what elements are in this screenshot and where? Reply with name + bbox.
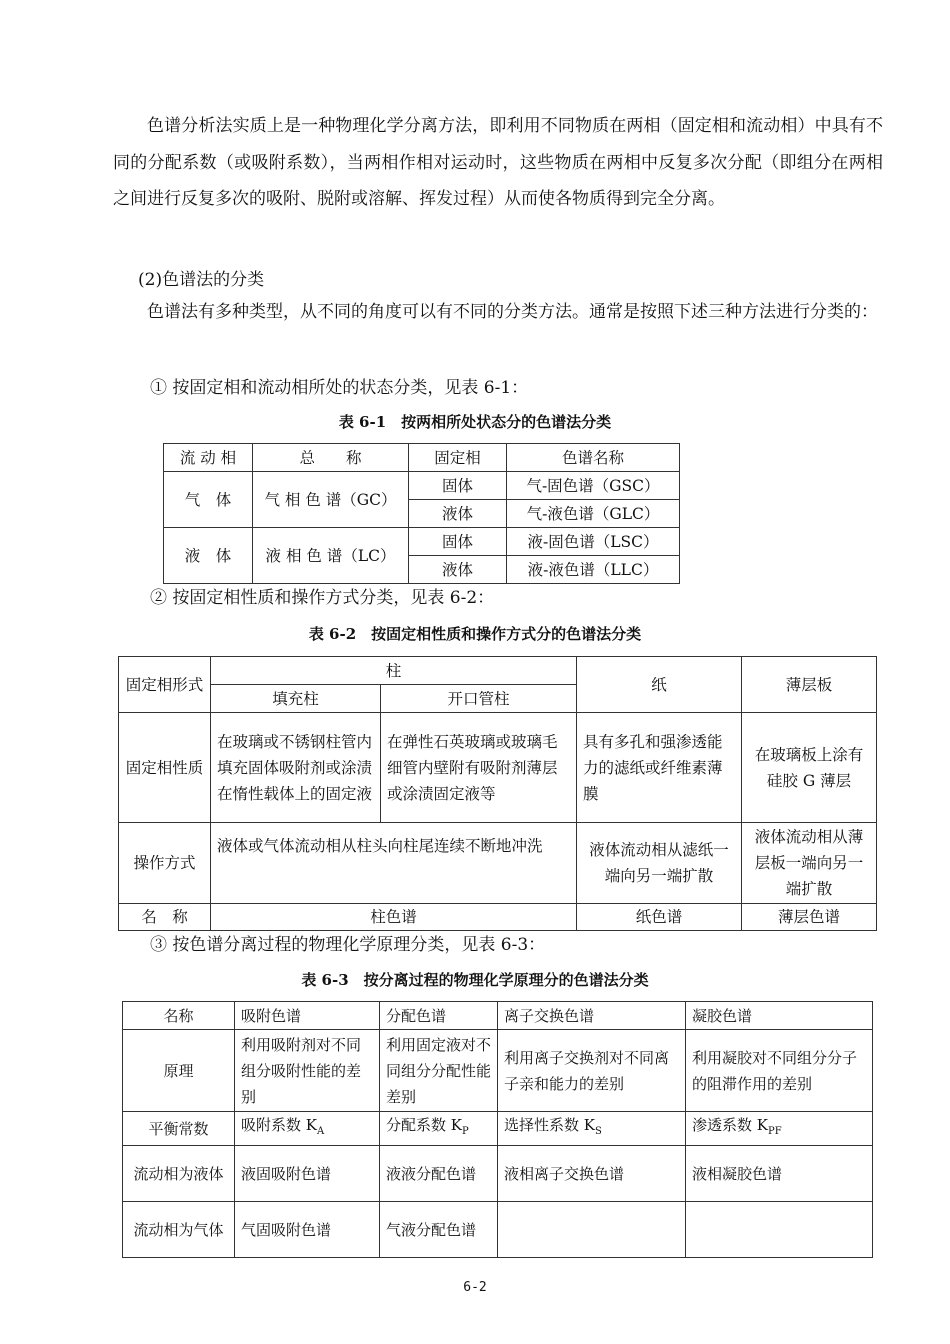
t3-principle-label: 原理 [123, 1030, 235, 1112]
t1-header-general: 总 称 [253, 444, 409, 472]
table3 [122, 1001, 873, 1258]
t3-liquid-label: 流动相为液体 [123, 1146, 235, 1202]
t3-header: 吸附色谱 [235, 1002, 380, 1030]
t3-liquid-cell: 液相凝胶色谱 [686, 1146, 873, 1202]
t2-operation-label: 操作方式 [119, 823, 211, 904]
t3-principle-cell: 利用吸附剂对不同组分吸附性能的差别 [235, 1030, 380, 1112]
t2-header-tlc: 薄层板 [742, 657, 877, 713]
t2-header-packed: 填充柱 [211, 685, 381, 713]
t3-header: 离子交换色谱 [498, 1002, 686, 1030]
t1-stationary: 固体 [409, 528, 507, 556]
t2-header-open: 开口管柱 [381, 685, 577, 713]
t1-stationary: 液体 [409, 556, 507, 584]
t2-property-open: 在弹性石英玻璃或玻璃毛细管内壁附有吸附剂薄层或涂渍固定液等 [381, 713, 577, 823]
intro-paragraph: 色谱分析法实质上是一种物理化学分离方法，即利用不同物质在两相（固定相和流动相）中具有不同的分配系数（或吸附系数），当两相作相对运动时，这些物质在两相中反复多次分配（即组分在两相之间进行反复多次的吸附、脱附或溶解、挥发过程）从而使各物质得到完全分离。 [113, 116, 883, 209]
t2-name-tlc: 薄层色谱 [742, 904, 877, 931]
t3-equilibrium-label: 平衡常数 [123, 1112, 235, 1146]
t3-principle-cell: 利用凝胶对不同组分分子的阻滞作用的差别 [686, 1030, 873, 1112]
table3-caption: 表 6-3 按分离过程的物理化学原理分的色谱法分类 [301, 971, 649, 989]
page-number: 6-2 [463, 1280, 487, 1295]
t2-operation-column: 液体或气体流动相从柱头向柱尾连续不断地冲洗 [211, 823, 577, 904]
t1-mobile-liquid: 液 体 [164, 528, 253, 584]
t3-gas-cell [498, 1202, 686, 1258]
t3-gas-cell: 气液分配色谱 [380, 1202, 498, 1258]
t2-header-paper: 纸 [577, 657, 742, 713]
t3-equilibrium-cell: 吸附系数 $K_A$ [235, 1112, 380, 1146]
t3-header: 名称 [123, 1002, 235, 1030]
t3-equilibrium-cell: 渗透系数 $K_{PF}$ [686, 1112, 873, 1146]
item3-text: ③ 按色谱分离过程的物理化学原理分类，见表 6-3： [150, 935, 546, 955]
t1-chrom-name: 气-液色谱（GLC） [507, 500, 680, 528]
t1-stationary: 液体 [409, 500, 507, 528]
t3-gas-cell: 气固吸附色谱 [235, 1202, 380, 1258]
t2-operation-tlc: 液体流动相从薄层板一端向另一端扩散 [742, 823, 877, 904]
t2-property-tlc: 在玻璃板上涂有硅胶 G 薄层 [742, 713, 877, 823]
table2 [118, 656, 877, 931]
t3-liquid-cell: 液固吸附色谱 [235, 1146, 380, 1202]
t2-header-form: 固定相形式 [119, 657, 211, 713]
classification-paragraph: 色谱法有多种类型，从不同的角度可以有不同的分类方法。通常是按照下述三种方法进行分类的： [147, 302, 878, 322]
t3-equilibrium-cell: 分配系数 $K_P$ [380, 1112, 498, 1146]
t3-header: 分配色谱 [380, 1002, 498, 1030]
t3-liquid-cell: 液相离子交换色谱 [498, 1146, 686, 1202]
t3-principle-cell: 利用固定液对不同组分分配性能差别 [380, 1030, 498, 1112]
t2-operation-paper: 液体流动相从滤纸一端向另一端扩散 [577, 823, 742, 904]
t2-name-label: 名 称 [119, 904, 211, 931]
t3-header: 凝胶色谱 [686, 1002, 873, 1030]
t3-equilibrium-cell: 选择性系数 $K_S$ [498, 1112, 686, 1146]
t1-chrom-name: 液-固色谱（LSC） [507, 528, 680, 556]
item2-text: ② 按固定相性质和操作方式分类，见表 6-2： [150, 588, 495, 608]
t1-general-lc: 液 相 色 谱（LC） [253, 528, 409, 584]
t2-name-paper: 纸色谱 [577, 904, 742, 931]
table1-caption: 表 6-1 按两相所处状态分的色谱法分类 [338, 413, 612, 431]
t1-header-stationary: 固定相 [409, 444, 507, 472]
t1-general-gc: 气 相 色 谱（GC） [253, 472, 409, 528]
t1-stationary: 固体 [409, 472, 507, 500]
t3-gas-cell [686, 1202, 873, 1258]
t1-mobile-gas: 气 体 [164, 472, 253, 528]
t2-property-paper: 具有多孔和强渗透能力的滤纸或纤维素薄膜 [577, 713, 742, 823]
t2-header-column: 柱 [211, 657, 577, 685]
t1-chrom-name: 气-固色谱（GSC） [507, 472, 680, 500]
section-heading: (2)色谱法的分类 [138, 270, 265, 290]
t2-name-column: 柱色谱 [211, 904, 577, 931]
t2-property-label: 固定相性质 [119, 713, 211, 823]
t1-header-name: 色谱名称 [507, 444, 680, 472]
table2-caption: 表 6-2 按固定相性质和操作方式分的色谱法分类 [308, 625, 642, 643]
t3-liquid-cell: 液液分配色谱 [380, 1146, 498, 1202]
t1-chrom-name: 液-液色谱（LLC） [507, 556, 680, 584]
table1 [163, 443, 680, 584]
t2-property-packed: 在玻璃或不锈钢柱管内填充固体吸附剂或涂渍在惰性载体上的固定液 [211, 713, 381, 823]
item1-text: ① 按固定相和流动相所处的状态分类，见表 6-1： [150, 378, 529, 398]
t3-principle-cell: 利用离子交换剂对不同离子亲和能力的差别 [498, 1030, 686, 1112]
t3-gas-label: 流动相为气体 [123, 1202, 235, 1258]
t1-header-mobile: 流 动 相 [164, 444, 253, 472]
